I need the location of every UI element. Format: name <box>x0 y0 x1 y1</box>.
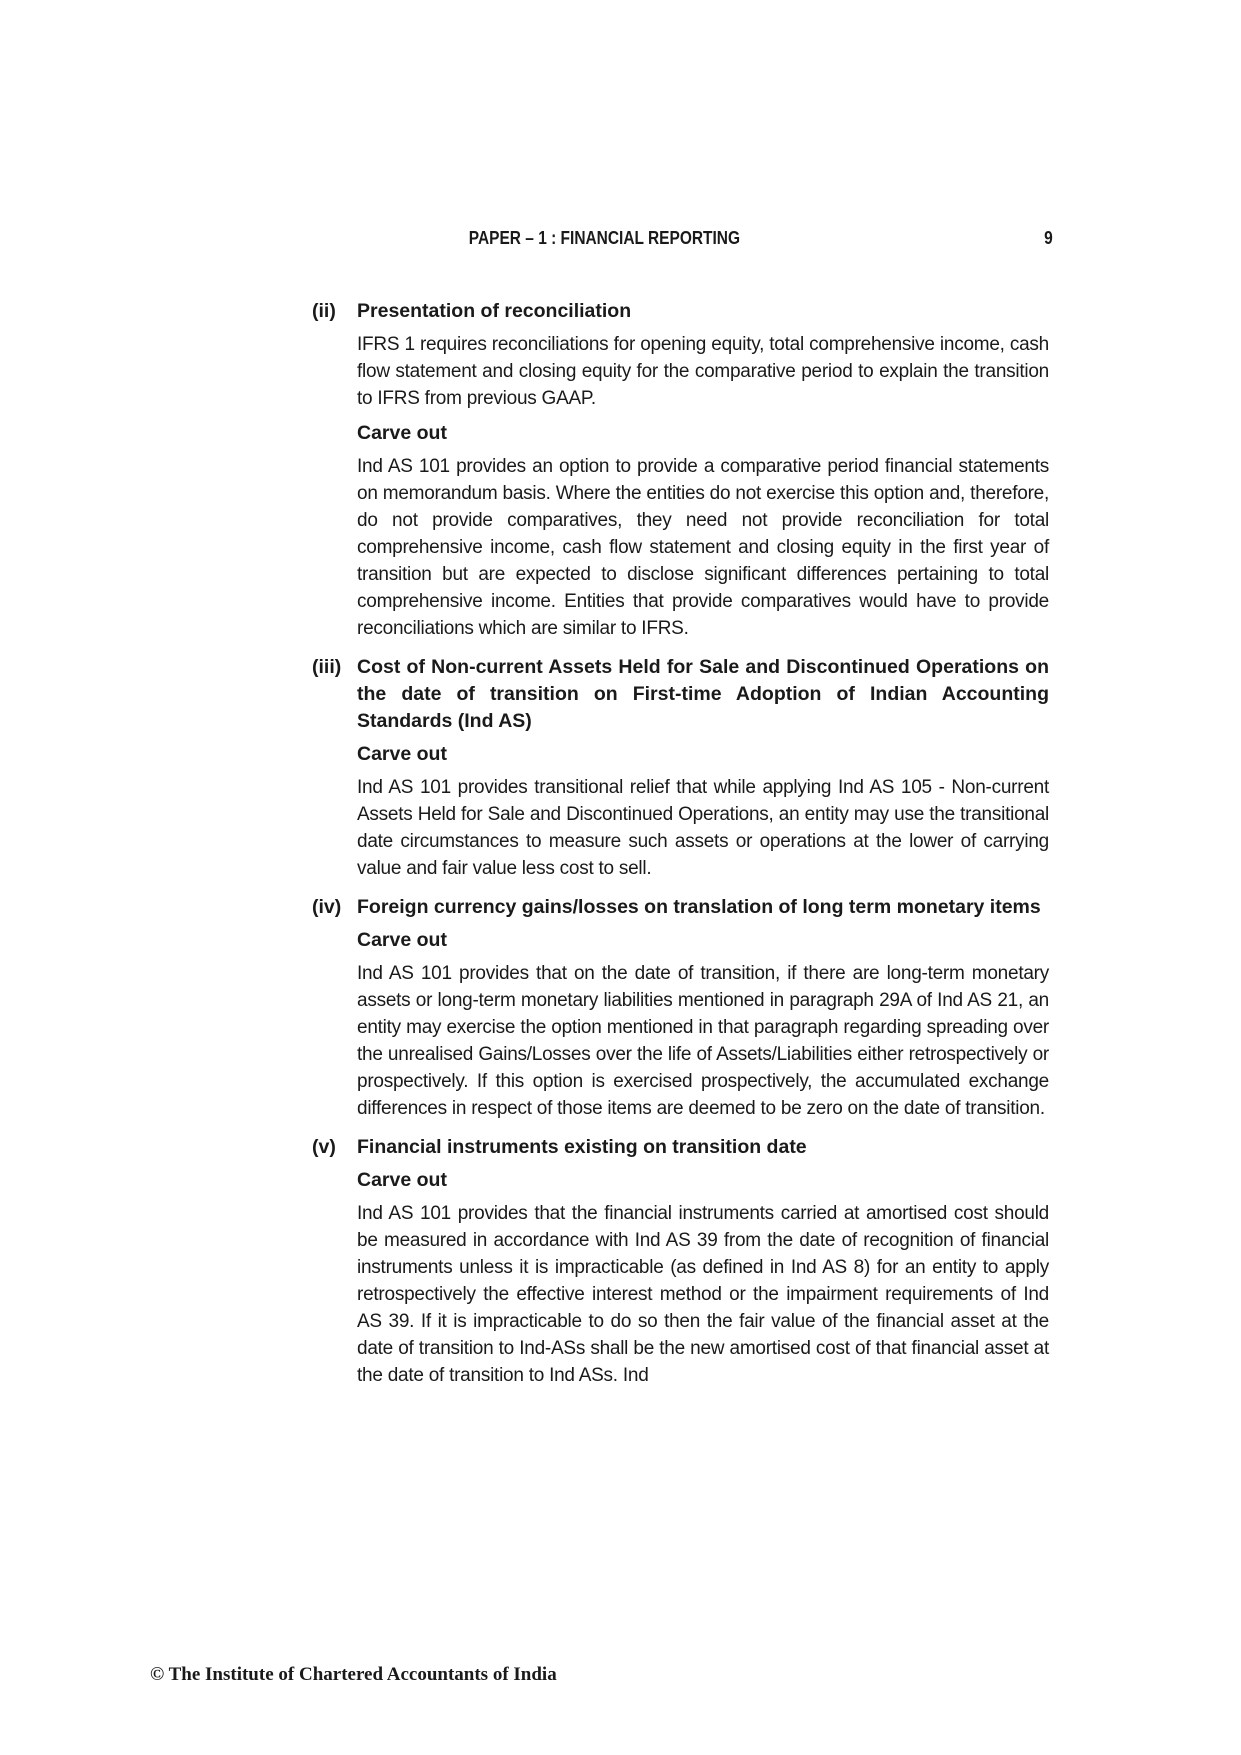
section-title: Foreign currency gains/losses on translation of long term monetary items <box>357 896 1041 918</box>
section-body-paragraph: Ind AS 101 provides that the financial instruments carried at amortised cost should be measured in accordance with Ind AS 39 from the date of recognition of financial instruments unless it is impracticable (as defined in Ind AS 8) for an entity to apply retrospectively the effective interest method or the impairment requirements of Ind AS 39. If it is impracticable to do so then the fair value of the financial asset at the date of transition to Ind-ASs shall be the new amortised cost of that financial asset at the date of transition to Ind ASs. Ind <box>357 1203 1049 1386</box>
page-number: 9 <box>1044 228 1053 248</box>
carve-out-heading: Carve out <box>357 743 447 765</box>
carve-out-heading: Carve out <box>357 1169 447 1191</box>
section-v <box>312 1134 1049 1389</box>
section-intro-paragraph: IFRS 1 requires reconciliations for opening equity, total comprehensive income, cash flow statement and closing equity for the comparative period to explain the transition to IFRS from previous GAAP. <box>357 334 1049 409</box>
page-content <box>312 298 1049 1401</box>
section-heading <box>312 654 1049 735</box>
section-iv <box>312 894 1049 1122</box>
carve-out-heading: Carve out <box>357 929 447 951</box>
section-heading <box>312 298 1049 325</box>
section-title: Presentation of reconciliation <box>357 300 632 322</box>
section-body-paragraph: Ind AS 101 provides transitional relief that while applying Ind AS 105 - Non-current Assets Held for Sale and Discontinued Operations, an entity may use the transitional date circumstances to measure such assets or operations at the lower of carrying value and fair value less cost to sell. <box>357 777 1049 879</box>
section-body-paragraph: Ind AS 101 provides an option to provide a comparative period financial statements on memorandum basis. Where the entities do not exercise this option and, therefore, do not provide comparatives, they need not provide reconciliation for total comprehensive income, cash flow statement and closing equity in the first year of transition but are expected to disclose significant differences pertaining to total comprehensive income. Entities that provide comparatives would have to provide reconciliations which are similar to IFRS. <box>357 456 1049 639</box>
section-body-paragraph: Ind AS 101 provides that on the date of transition, if there are long-term monetary assets or long-term monetary liabilities mentioned in paragraph 29A of Ind AS 21, an entity may exercise the option mentioned in that paragraph regarding spreading over the unrealised Gains/Losses over the life of Assets/Liabilities either retrospectively or prospectively. If this option is exercised prospectively, the accumulated exchange differences in respect of those items are deemed to be zero on the date of transition. <box>357 963 1049 1119</box>
section-title: Cost of Non-current Assets Held for Sale and Discontinued Operations on the date of transition on First-time Adoption of Indian Accounting Standards (Ind AS) <box>357 656 1049 732</box>
header-title: PAPER – 1 : FINANCIAL REPORTING <box>468 228 741 248</box>
section-number: (iv) <box>312 896 342 918</box>
section-number: (ii) <box>312 300 336 322</box>
section-heading <box>312 894 1049 921</box>
section-ii <box>312 298 1049 642</box>
carve-out-heading: Carve out <box>357 422 447 444</box>
section-iii <box>312 654 1049 882</box>
section-title: Financial instruments existing on transition date <box>357 1136 807 1158</box>
section-number: (v) <box>312 1136 336 1158</box>
section-heading <box>312 1134 1049 1161</box>
section-number: (iii) <box>312 656 342 678</box>
copyright-footer: © The Institute of Chartered Accountants of India <box>150 1664 557 1685</box>
